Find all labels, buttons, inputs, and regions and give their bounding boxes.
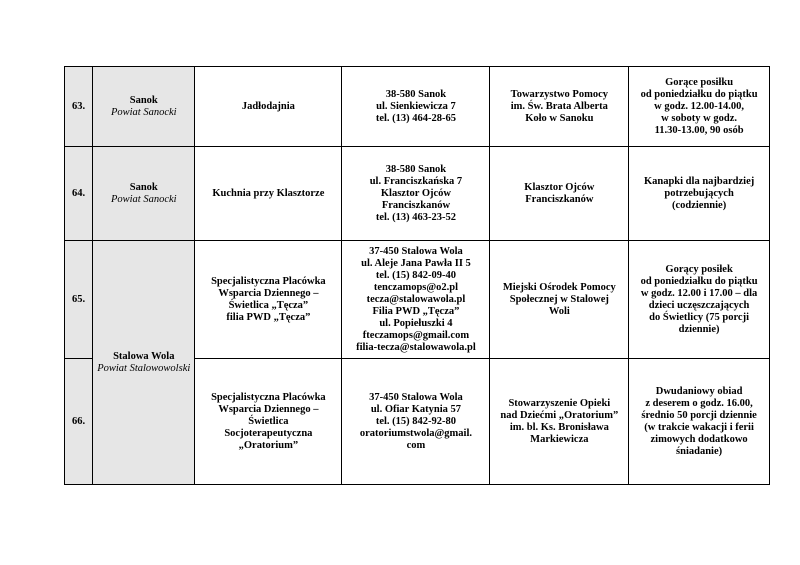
service-cell: Kanapki dla najbardziej potrzebujących (codziennie) xyxy=(629,147,770,241)
county: Powiat Stalowowolski xyxy=(97,362,191,374)
table-row xyxy=(65,67,770,147)
county: Powiat Sanocki xyxy=(110,106,177,118)
table-row xyxy=(65,241,770,359)
service-cell: Gorące posiłku od poniedziałku do piątku w godz. 12.00-14.00, w soboty w godz. 11.30-13.00, 90 osób xyxy=(629,67,770,147)
place-cell xyxy=(93,241,195,485)
city: Sanok xyxy=(129,181,158,193)
address-cell: 38-580 Sanok ul. Sienkiewicza 7 tel. (13) 464-28-65 xyxy=(342,67,490,147)
address-cell: 38-580 Sanok ul. Franciszkańska 7 Klasztor Ojców Franciszkanów tel. (13) 463-23-52 xyxy=(342,147,490,241)
operator-cell: Klasztor Ojców Franciszkanów xyxy=(490,147,629,241)
facility-name: Kuchnia przy Klasztorze xyxy=(195,147,342,241)
operator-cell: Towarzystwo Pomocy im. Św. Brata Alberta Koło w Sanoku xyxy=(490,67,629,147)
service-cell: Gorący posiłek od poniedziałku do piątku w godz. 12.00 i 17.00 – dla dzieci uczęszczających do Świetlicy (75 porcji dziennie) xyxy=(629,241,770,359)
address-cell: 37-450 Stalowa Wola ul. Aleje Jana Pawła II 5 tel. (15) 842-09-40 tenczamops@o2.pl tecza@stalowawola.pl Filia PWD „Tęcza” ul. Popiełuszki 4 fteczamops@gmail.com filia-tecza@stalowawola.pl xyxy=(342,241,490,359)
operator-cell: Miejski Ośrodek Pomocy Społecznej w Stalowej Woli xyxy=(490,241,629,359)
facility-name: Specjalistyczna Placówka Wsparcia Dziennego – Świetlica „Tęcza” filia PWD „Tęcza” xyxy=(195,241,342,359)
row-number: 66. xyxy=(65,359,93,485)
county: Powiat Sanocki xyxy=(110,193,177,205)
place-cell xyxy=(93,147,195,241)
facility-name: Specjalistyczna Placówka Wsparcia Dziennego – Świetlica Socjoterapeutyczna „Oratorium” xyxy=(195,359,342,485)
operator-cell: Stowarzyszenie Opieki nad Dziećmi „Oratorium” im. bl. Ks. Bronisława Markiewicza xyxy=(490,359,629,485)
facility-name: Jadłodajnia xyxy=(195,67,342,147)
table-row xyxy=(65,147,770,241)
city: Stalowa Wola xyxy=(113,350,175,362)
row-number: 64. xyxy=(65,147,93,241)
address-cell: 37-450 Stalowa Wola ul. Ofiar Katynia 57 tel. (15) 842-92-80 oratoriumstwola@gmail. com xyxy=(342,359,490,485)
row-number: 65. xyxy=(65,241,93,359)
row-number: 63. xyxy=(65,67,93,147)
facilities-table xyxy=(64,66,770,485)
service-cell: Dwudaniowy obiad z deserem o godz. 16.00, średnio 50 porcji dziennie (w trakcie wakacji i ferii zimowych dodatkowo śniadanie) xyxy=(629,359,770,485)
place-cell xyxy=(93,67,195,147)
city: Sanok xyxy=(129,94,158,106)
